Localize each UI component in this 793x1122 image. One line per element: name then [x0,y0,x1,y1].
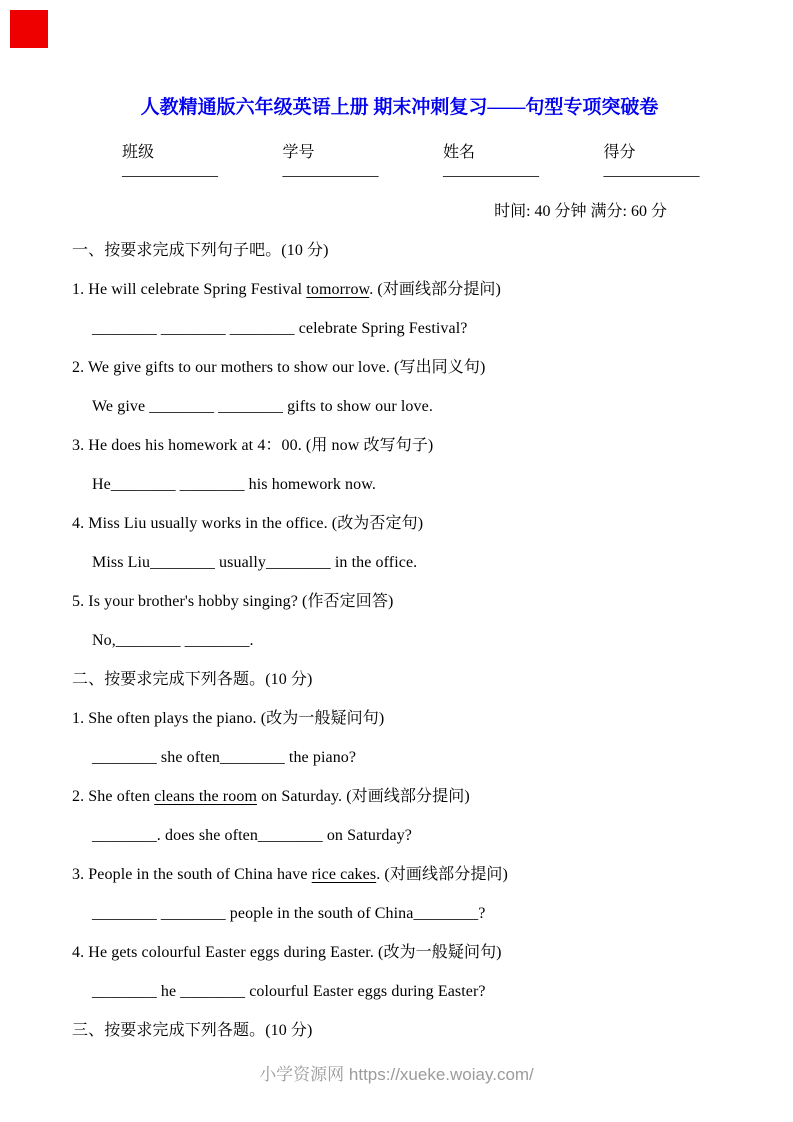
question-line: 3. He does his homework at 4：00. (用 now 改写句子) [72,437,434,454]
question-text: 3. People in the south of China have [72,866,312,883]
question-text: on Saturday. (对画线部分提问) [256,788,470,805]
question-text: 2. She often [72,788,155,805]
section-heading: 一、按要求完成下列句子吧。(10 分) [72,242,329,259]
underlined-text: cleans the room [154,788,257,805]
question-line [72,866,727,884]
question-line: 4. Miss Liu usually works in the office. (改为否定句) [72,515,424,532]
site-watermark: 小学资源网 https://xueke.woiay.com/ [259,1065,534,1084]
question-line: 5. Is your brother's hobby singing? (作否定回答) [72,593,394,610]
question-text: 1. He will celebrate Spring Festival [72,281,307,298]
answer-line: ________ ________ ________ celebrate Spring Festival? [92,320,468,337]
question-line [72,281,727,299]
page-title: 人教精通版六年级英语上册 期末冲刺复习——句型专项突破卷 [140,97,659,118]
field-class: 班级____________ [122,144,218,179]
time-score-info: 时间: 40 分钟 满分: 60 分 [494,203,667,220]
underlined-text: tomorrow [306,281,370,298]
question-text: . (对画线部分提问) [369,281,501,298]
answer-line: He________ ________ his homework now. [92,476,376,493]
answer-line: No,________ ________. [92,632,254,649]
question-line: 2. We give gifts to our mothers to show our love. (写出同义句) [72,359,486,376]
answer-line: ________ ________ people in the south of China________? [92,905,486,922]
answer-line: Miss Liu________ usually________ in the office. [92,554,418,571]
question-line [72,788,727,806]
field-score: 得分____________ [603,144,700,179]
field-name: 姓名____________ [443,144,539,179]
section-heading: 二、按要求完成下列各题。(10 分) [72,671,313,688]
field-student-number: 学号____________ [282,144,379,179]
underlined-text: rice cakes [311,866,377,883]
section-heading: 三、按要求完成下列各题。(10 分) [72,1022,313,1039]
question-line: 1. She often plays the piano. (改为一般疑问句) [72,710,385,727]
answer-line: ________ he ________ colourful Easter eggs during Easter? [92,983,486,1000]
question-text: . (对画线部分提问) [376,866,508,883]
answer-line: We give ________ ________ gifts to show our love. [92,398,433,415]
corner-red-block [10,10,48,48]
answer-line: ________ she often________ the piano? [92,749,357,766]
answer-line: ________. does she often________ on Saturday? [92,827,413,844]
student-info-row [72,144,727,180]
question-line: 4. He gets colourful Easter eggs during Easter. (改为一般疑问句) [72,944,502,961]
